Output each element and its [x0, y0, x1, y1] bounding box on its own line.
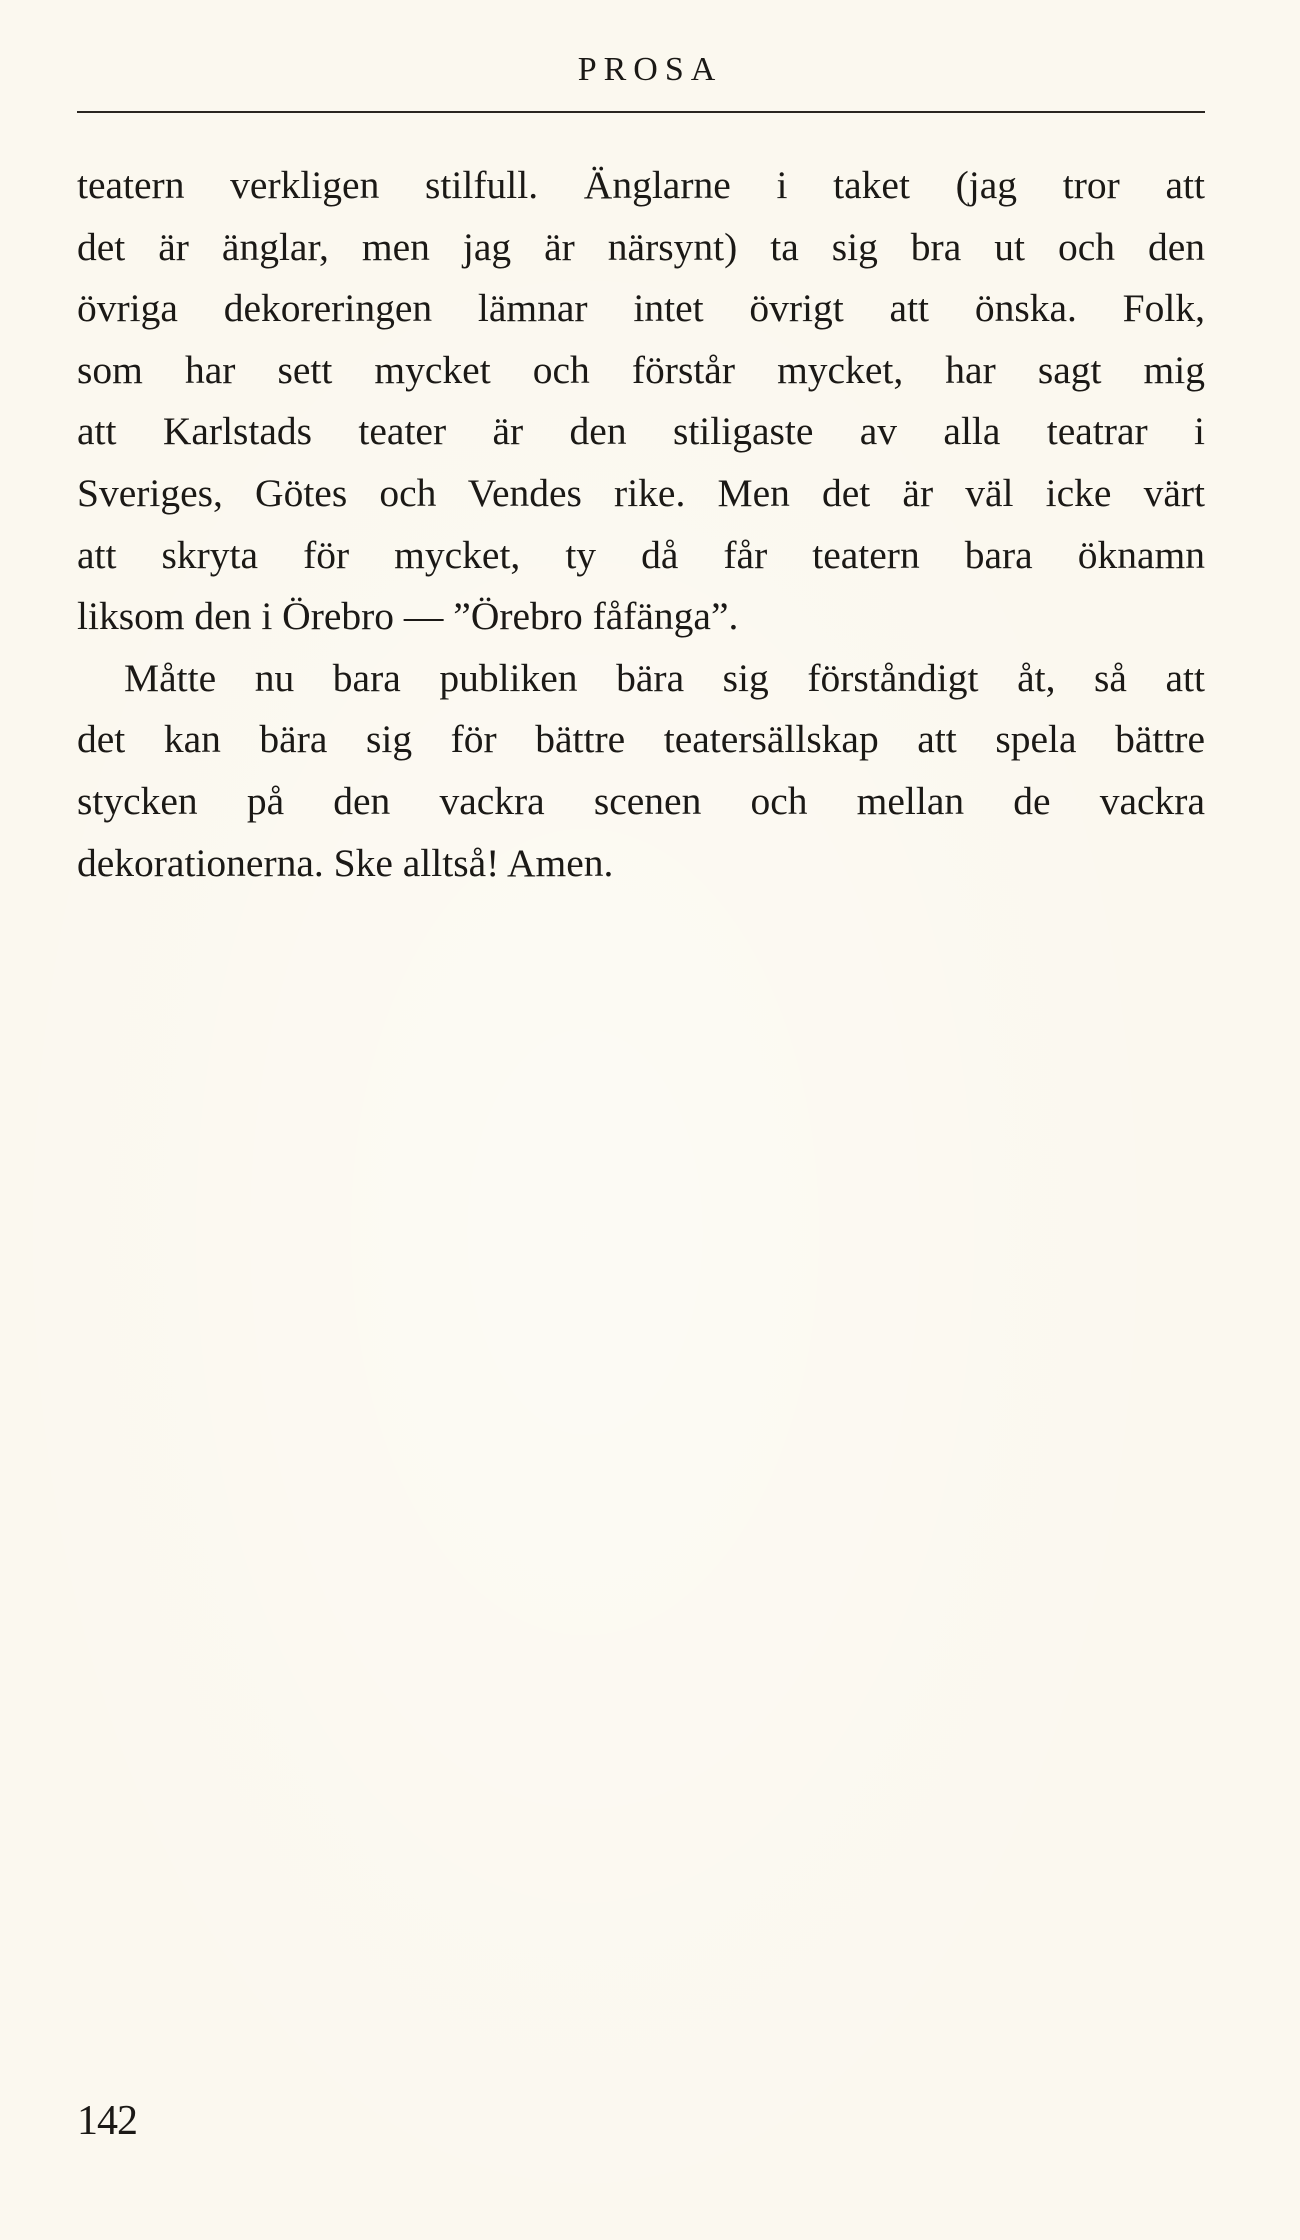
text-line: det kan bära sig för bättre teatersällskap att spela bättre	[77, 717, 1205, 762]
page-number: 142	[77, 2098, 137, 2144]
running-title: PROSA	[577, 51, 723, 88]
text-line: Måtte nu bara publiken bära sig förståndigt åt, så att	[124, 655, 1205, 700]
text-line: som har sett mycket och förstår mycket, har sagt mig	[77, 347, 1205, 392]
text-line: stycken på den vackra scenen och mellan de vackra	[77, 778, 1205, 823]
text-line: liksom den i Örebro — ”Örebro fåfänga”.	[77, 594, 739, 639]
text-line: dekorationerna. Ske alltså! Amen.	[77, 840, 614, 885]
text-line: att Karlstads teater är den stiligaste av alla teatrar i	[77, 409, 1205, 454]
text-line: Sveriges, Götes och Vendes rike. Men det är väl icke värt	[77, 470, 1205, 515]
text-line: det är änglar, men jag är närsynt) ta sig bra ut och den	[77, 224, 1205, 269]
paragraph-1	[77, 155, 1205, 648]
body-text	[77, 155, 1205, 894]
header-rule	[77, 111, 1205, 113]
paragraph-2	[77, 648, 1205, 894]
text-line: teatern verkligen stilfull. Änglarne i taket (jag tror att	[77, 163, 1205, 207]
text-line: övriga dekoreringen lämnar intet övrigt att önska. Folk,	[77, 286, 1205, 331]
text-line: att skryta för mycket, ty då får teatern bara öknamn	[77, 532, 1205, 577]
